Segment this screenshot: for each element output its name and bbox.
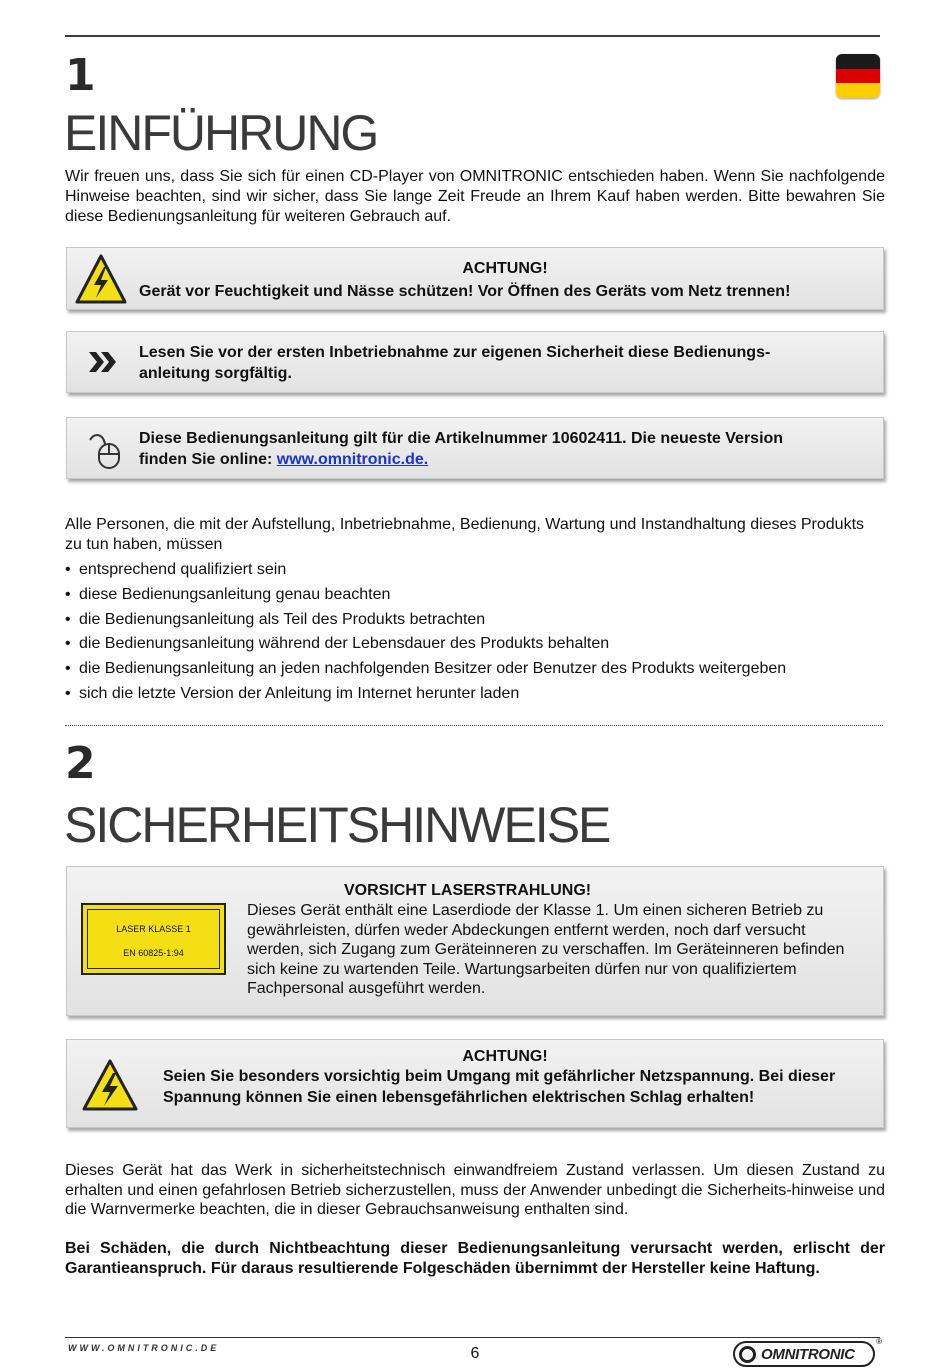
logo-text: OMNITRONIC [761,1346,855,1363]
footer-url[interactable]: WWW.OMNITRONIC.DE [68,1343,220,1353]
registered-mark: ® [876,1337,882,1346]
footer-rule [65,1337,880,1338]
read-line-2: anleitung sorgfältig. [139,365,292,382]
website-link[interactable]: www.omnitronic.de. [276,451,429,468]
laser-class-label [81,903,226,975]
section-title: EINFÜHRUNG [64,105,378,161]
double-chevron-icon [87,350,119,374]
read-notice-box [66,331,884,393]
list-item: • sich die letzte Version der Anleitung im Internet herunter laden [65,682,885,707]
high-voltage-warning-icon [81,1058,139,1112]
omnitronic-logo [733,1337,882,1367]
list-item: • die Bedienungsanleitung an jeden nachfolgenden Besitzer oder Benutzer des Produkts weitergeben [65,657,885,682]
page-number: 6 [470,1345,480,1362]
list-item: • diese Bedienungsanleitung genau beachten [65,583,885,608]
top-rule [65,35,880,37]
laser-heading: VORSICHT LASERSTRAHLUNG! [344,882,592,899]
warning-box [66,247,884,310]
version-line-2 [139,449,877,470]
version-line-1: Diese Bedienungsanleitung gilt für die Artikelnummer 10602411. Die neueste Version [139,430,784,447]
list-item: • die Bedienungsanleitung während der Lebensdauer des Produkts behalten [65,632,885,657]
liability-paragraph: Bei Schäden, die durch Nichtbeachtung dieser Bedienungsanleitung verursacht werden, erlischt der Garantieanspruch. Für daraus resultierende Folgeschäden übernimmt der Hersteller keine Haftung. [65,1240,885,1277]
section-number: 2 [65,738,96,789]
section-divider [65,725,883,726]
warning-text: Gerät vor Feuchtigkeit und Nässe schützen! Vor Öffnen des Geräts vom Netz trennen! [139,283,791,300]
section-number: 1 [65,50,96,101]
voltage-heading: ACHTUNG! [462,1048,548,1065]
list-item: • die Bedienungsanleitung als Teil des Produkts betrachten [65,608,885,633]
laser-warning-box [66,866,884,1016]
high-voltage-warning-icon [75,253,127,305]
laser-text: Dieses Gerät enthält eine Laserdiode der Klasse 1. Um einen sicheren Betrieb zu gewährleisten, dürfen weder Abdeckungen entfernt werden, noch darf versucht werden, sich Zugang zum Geräteinneren zu verschaffen. Im Geräteinneren befinden sich keine zu wartenden Teile. Wartungsarbeiten dürfen nur von qualifiziertem Fachpersonal ausgeführt werden. [247,902,845,998]
list-item: • entsprechend qualifiziert sein [65,558,885,583]
laser-label-class: LASER KLASSE 1 [116,924,191,934]
requirements-list [65,558,885,707]
laser-label-norm: EN 60825-1:94 [123,948,184,958]
intro-paragraph: Wir freuen uns, dass Sie sich für einen CD-Player von OMNITRONIC entschieden haben. Wenn Sie nachfolgende Hinweise beachten, sind wir sicher, dass Sie lange Zeit Freude an Ihrem Kauf haben werden. Bitte bewahren Sie diese Bedienungsanleitung für weiteren Gebrauch auf. [65,168,885,225]
voltage-text: Seien Sie besonders vorsichtig beim Umgang mit gefährlicher Netzspannung. Bei dieser Spannung können Sie einen lebensgefährlichen elektrischen Schlag erhalten! [163,1068,836,1106]
section-title: SICHERHEITSHINWEISE [64,797,610,853]
german-flag-icon [836,54,880,98]
mouse-icon [87,430,123,470]
warning-heading: ACHTUNG! [462,260,548,277]
condition-paragraph: Dieses Gerät hat das Werk in sicherheitstechnisch einwandfreiem Zustand verlassen. Um diesen Zustand zu erhalten und einen gefahrlosen Betrieb sicherzustellen, muss der Anwender unbedingt die Sicherheits-hinweise und die Warnvermerke beachten, die in dieser Gebrauchsanweisung enthalten sind. [65,1162,885,1219]
version-notice-box [66,417,884,479]
read-line-1: Lesen Sie vor der ersten Inbetriebnahme zur eigenen Sicherheit diese Bedienungs- [139,344,771,361]
logo-ring-icon [739,1346,756,1363]
voltage-warning-box [66,1039,884,1128]
persons-intro: Alle Personen, die mit der Aufstellung, Inbetriebnahme, Bedienung, Wartung und Instandhaltung dieses Produkts zu tun haben, müssen [65,516,865,553]
version-line-2-prefix: finden Sie online: [139,451,277,468]
